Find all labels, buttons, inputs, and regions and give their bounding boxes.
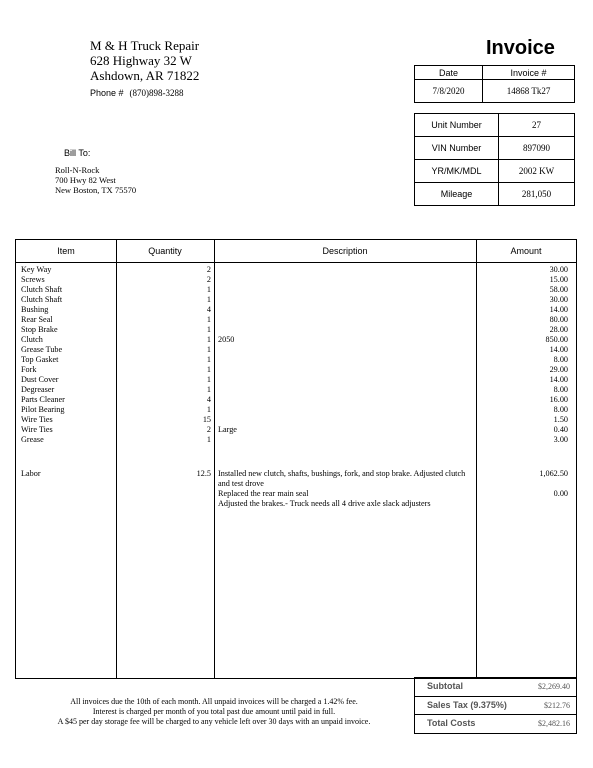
table-row — [16, 435, 576, 445]
company-address-1: 628 Highway 32 W — [90, 53, 192, 68]
total-label: Total Costs — [427, 718, 476, 728]
totals-box — [414, 677, 577, 734]
row-quantity: 4 — [206, 395, 211, 404]
sales-tax-row — [415, 696, 576, 715]
vin-label: VIN Number — [415, 137, 499, 160]
bill-to-address — [55, 165, 136, 195]
table-row — [16, 305, 576, 315]
row-amount: 14.00 — [549, 375, 568, 384]
bill-to-label: Bill To: — [64, 148, 91, 158]
phone-value: (870)898-3288 — [129, 88, 184, 98]
payment-terms — [15, 697, 413, 727]
table-row — [16, 295, 576, 305]
yr-mk-mdl: 2002 KW — [499, 160, 575, 183]
unit-number: 27 — [499, 114, 575, 137]
row-item: Grease — [21, 435, 44, 444]
row-amount: 16.00 — [549, 395, 568, 404]
terms-line-1: All invoices due the 10th of each month. All unpaid invoices will be charged a 1.42% fee. — [70, 697, 358, 706]
table-row — [16, 425, 576, 435]
phone-label: Phone # — [90, 88, 124, 98]
row-amount: 58.00 — [549, 285, 568, 294]
row-amount: 8.00 — [553, 405, 568, 414]
row-quantity: 15 — [202, 415, 211, 424]
row-description: 2050 — [218, 335, 235, 344]
row-description: Replaced the rear main seal — [218, 489, 309, 498]
invoice-date: 7/8/2020 — [415, 80, 483, 103]
row-amount: 1,062.50 — [539, 469, 568, 478]
table-row — [16, 325, 576, 335]
row-description: Adjusted the brakes.- Truck needs all 4 drive axle slack adjusters — [218, 499, 431, 508]
row-quantity: 2 — [206, 275, 211, 284]
row-item: Degreaser — [21, 385, 55, 394]
row-item: Wire Ties — [21, 425, 53, 434]
row-quantity: 1 — [206, 315, 211, 324]
company-phone — [90, 88, 184, 98]
terms-line-3: A $45 per day storage fee will be charged to any vehicle left over 30 days with an unpaid invoice. — [57, 717, 371, 726]
row-amount: 30.00 — [549, 295, 568, 304]
row-amount: 8.00 — [553, 355, 568, 364]
header-quantity: Quantity — [148, 246, 182, 256]
bill-to-line-1: Roll-N-Rock — [55, 165, 100, 175]
row-amount: 30.00 — [549, 265, 568, 274]
sales-tax-label: Sales Tax (9.375%) — [427, 700, 507, 710]
row-amount: 8.00 — [553, 385, 568, 394]
row-description: Installed new clutch, shafts, bushings, fork, and stop brake. Adjusted clutch and test drove — [218, 469, 466, 488]
total-value: $2,482.16 — [538, 719, 570, 728]
row-item: Fork — [21, 365, 37, 374]
yr-mk-mdl-label: YR/MK/MDL — [415, 160, 499, 183]
table-row — [16, 275, 576, 285]
row-amount: 14.00 — [549, 305, 568, 314]
row-amount: 29.00 — [549, 365, 568, 374]
company-name: M & H Truck Repair — [90, 38, 200, 53]
row-quantity: 1 — [206, 295, 211, 304]
row-quantity: 1 — [206, 385, 211, 394]
row-description: Large — [218, 425, 237, 434]
table-row — [16, 355, 576, 365]
invoice-title: Invoice — [486, 37, 555, 59]
table-row — [16, 405, 576, 415]
company-address-2: Ashdown, AR 71822 — [90, 68, 200, 83]
subtotal-row — [415, 678, 576, 696]
invoice-meta-table — [414, 65, 575, 103]
row-quantity: 1 — [206, 345, 211, 354]
row-item: Bushing — [21, 305, 49, 314]
bill-to-line-2: 700 Hwy 82 West — [55, 175, 116, 185]
row-amount: 28.00 — [549, 325, 568, 334]
row-amount: 3.00 — [553, 435, 568, 444]
unit-number-label: Unit Number — [415, 114, 499, 137]
row-amount: 14.00 — [549, 345, 568, 354]
subtotal-label: Subtotal — [427, 681, 463, 691]
header-description: Description — [322, 246, 368, 256]
vehicle-info-table — [414, 113, 575, 206]
company-block — [90, 38, 199, 83]
row-item: Parts Cleaner — [21, 395, 65, 404]
bill-to-line-3: New Boston, TX 75570 — [55, 185, 137, 195]
row-item: Screws — [21, 275, 45, 284]
row-amount: 80.00 — [549, 315, 568, 324]
row-item: Clutch Shaft — [21, 285, 63, 294]
row-item: Rear Seal — [21, 315, 53, 324]
row-quantity: 1 — [206, 365, 211, 374]
table-row — [16, 365, 576, 375]
table-row — [16, 469, 576, 488]
row-item: Labor — [21, 469, 41, 478]
table-row — [16, 415, 576, 425]
table-row — [16, 335, 576, 345]
row-item: Stop Brake — [21, 325, 58, 334]
table-row — [16, 345, 576, 355]
row-quantity: 2 — [206, 265, 211, 274]
table-row — [16, 499, 576, 509]
row-quantity: 2 — [206, 425, 211, 434]
row-item: Top Gasket — [21, 355, 59, 364]
line-items-table — [15, 239, 577, 679]
vin-number: 897090 — [499, 137, 575, 160]
invoice-number: 14868 Tk27 — [483, 80, 575, 103]
row-quantity: 1 — [206, 335, 211, 344]
row-quantity: 1 — [206, 435, 211, 444]
row-item: Clutch — [21, 335, 43, 344]
header-item: Item — [57, 246, 75, 256]
date-label: Date — [415, 66, 483, 80]
row-quantity: 1 — [206, 355, 211, 364]
table-row — [16, 385, 576, 395]
table-row — [16, 265, 576, 275]
table-header — [16, 240, 576, 263]
terms-line-2: Interest is charged per month of you total past due amount until paid in full. — [92, 707, 336, 716]
invoice-number-label: Invoice # — [483, 66, 575, 80]
row-quantity: 4 — [206, 305, 211, 314]
row-item: Key Way — [21, 265, 52, 274]
table-row — [16, 395, 576, 405]
header-amount: Amount — [510, 246, 542, 256]
row-amount: 0.40 — [553, 425, 568, 434]
table-row — [16, 285, 576, 295]
total-row — [415, 714, 576, 733]
row-quantity: 1 — [206, 285, 211, 294]
mileage: 281,050 — [499, 183, 575, 206]
row-amount: 850.00 — [545, 335, 568, 344]
row-item: Pilot Bearing — [21, 405, 65, 414]
table-row — [16, 315, 576, 325]
row-item: Clutch Shaft — [21, 295, 63, 304]
row-quantity: 1 — [206, 375, 211, 384]
table-row — [16, 489, 576, 499]
row-amount: 15.00 — [549, 275, 568, 284]
row-item: Dust Cover — [21, 375, 59, 384]
row-item: Wire Ties — [21, 415, 53, 424]
row-quantity: 1 — [206, 405, 211, 414]
table-row — [16, 375, 576, 385]
row-amount: 0.00 — [553, 489, 568, 498]
row-amount: 1.50 — [553, 415, 568, 424]
row-quantity: 1 — [206, 325, 211, 334]
row-item: Grease Tube — [21, 345, 63, 354]
row-quantity: 12.5 — [196, 469, 211, 478]
subtotal-value: $2,269.40 — [538, 682, 570, 691]
mileage-label: Mileage — [415, 183, 499, 206]
sales-tax-value: $212.76 — [544, 701, 570, 710]
